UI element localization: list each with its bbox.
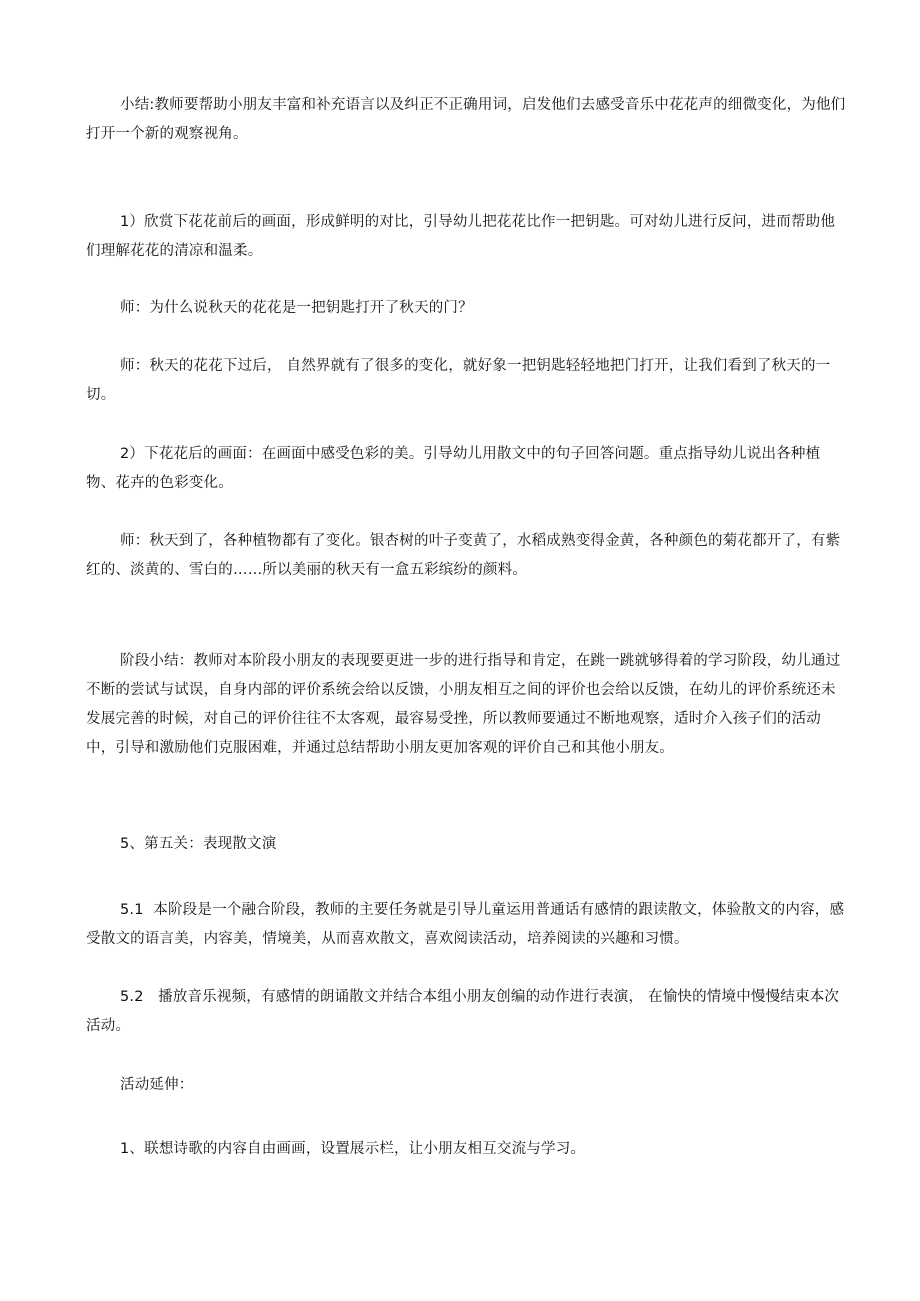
step-2-paragraph: 2）下花花后的画面：在画面中感受色彩的美。引导幼儿用散文中的句子回答问题。重点指导幼儿说出各种植物、花卉的色彩变化。	[86, 446, 821, 491]
activity-extension-heading: 活动延伸：	[120, 1077, 194, 1093]
extension-item-1: 1、联想诗歌的内容自由画画，设置展示栏，让小朋友相互交流与学习。	[120, 1141, 586, 1157]
teacher-question-paragraph: 师：为什么说秋天的花花是一把钥匙打开了秋天的门？	[120, 300, 473, 316]
teacher-answer-paragraph: 师：秋天的花花下过后， 自然界就有了很多的变化，就好象一把钥匙轻轻地把门打开，让我们看到了秋天的一切。	[86, 358, 831, 403]
summary-paragraph: 小结:教师要帮助小朋友丰富和补充语言以及纠正不正确用词，启发他们去感受音乐中花花声的细微变化，为他们打开一个新的观察视角。	[86, 97, 846, 142]
section-5-heading: 5、第五关：表现散文演	[120, 836, 277, 852]
stage-summary-paragraph: 阶段小结：教师对本阶段小朋友的表现要更进一步的进行指导和肯定，在跳一跳就够得着的学习阶段，幼儿通过不断的尝试与试误，自身内部的评价系统会给以反馈，小朋友相互之间的评价也会给以反馈，在幼儿的评价系统还未发展完善的时候，对自己的评价往往不太客观，最容易受挫，所以教师要通过不断地观察，适时介入孩子们的活动中，引导和激励他们克服困难，并通过总结帮助小朋友更加客观的评价自己和其他小朋友。	[86, 653, 841, 756]
section-5-2-paragraph: 5.2 播放音乐视频，有感情的朗诵散文并结合本组小朋友创编的动作进行表演， 在愉快的情境中慢慢结束本次活动。	[86, 989, 840, 1034]
teacher-autumn-paragraph: 师：秋天到了，各种植物都有了变化。银杏树的叶子变黄了，水稻成熟变得金黄，各种颜色的菊花都开了，有紫红的、淡黄的、雪白的……所以美丽的秋天有一盒五彩缤纷的颜料。	[86, 533, 841, 578]
step-1-paragraph: 1）欣赏下花花前后的画面，形成鲜明的对比，引导幼儿把花花比作一把钥匙。可对幼儿进行反问，进而帮助他们理解花花的清凉和温柔。	[86, 214, 836, 259]
section-5-1-paragraph: 5.1 本阶段是一个融合阶段，教师的主要任务就是引导儿童运用普通话有感情的跟读散文，体验散文的内容，感受散文的语言美，内容美，情境美，从而喜欢散文，喜欢阅读活动，培养阅读的兴趣和习惯。	[86, 902, 845, 947]
